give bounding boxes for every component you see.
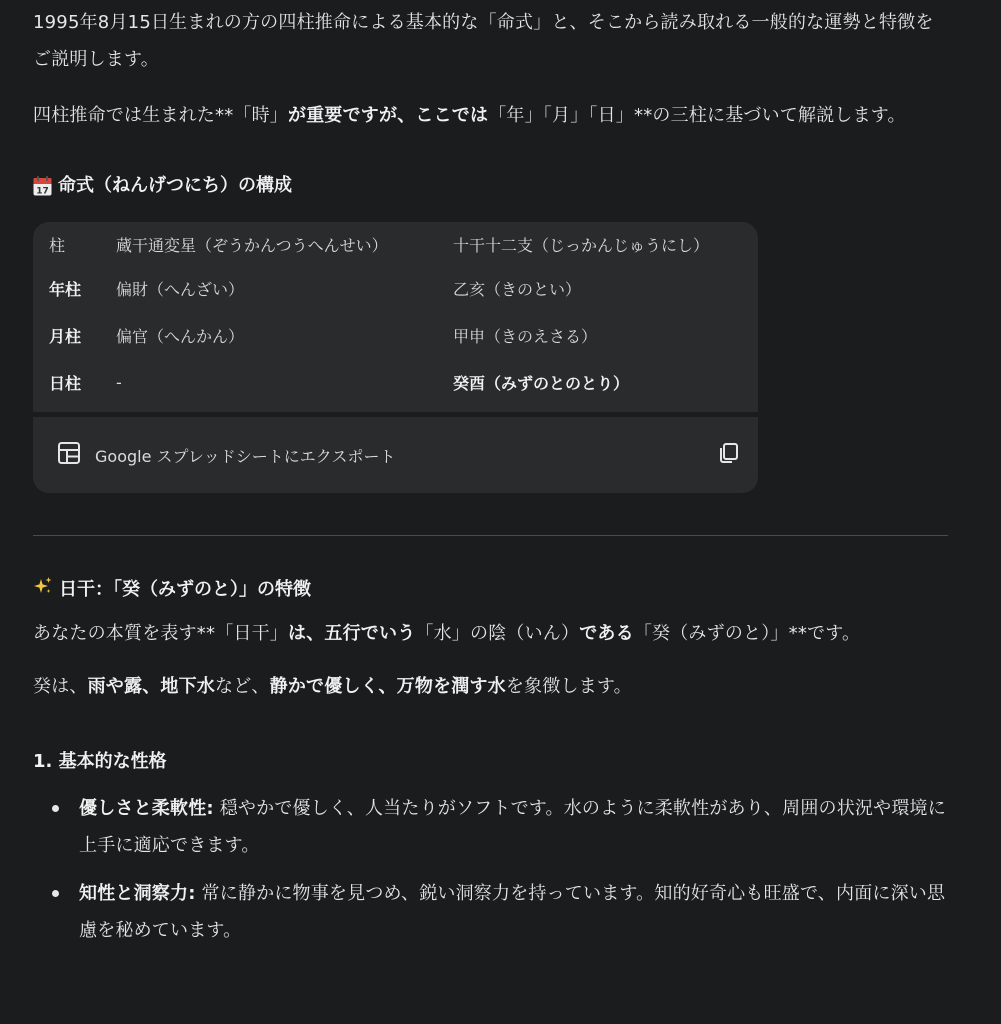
- bullet-icon: [52, 890, 59, 897]
- copy-icon[interactable]: [718, 442, 740, 468]
- text-span: 「癸（みずのと）」**です。: [633, 623, 861, 644]
- list-item: [33, 875, 951, 949]
- export-bar: [33, 417, 758, 493]
- text-span: あなたの本質を表す**「日干」: [33, 623, 288, 644]
- header-kanshi: 十干十二支（じっかんじゅうにし）: [453, 236, 710, 255]
- pillar-note-b: が重要ですが、ここでは: [288, 105, 489, 126]
- row-tsuhen: -: [116, 373, 122, 392]
- row-kanshi: 甲申（きのえさる）: [453, 327, 598, 346]
- day-paragraph-1: [33, 615, 951, 652]
- section-divider: [33, 535, 948, 536]
- intro-paragraph: [33, 0, 951, 78]
- sparkles-icon: [33, 576, 53, 604]
- bullet-icon: [52, 805, 59, 812]
- bold-span: 雨や露、地下水: [87, 676, 216, 697]
- export-to-sheets-button[interactable]: Google スプレッドシートにエクスポート: [95, 446, 396, 466]
- item-text: 常に静かに物事を見つめ、鋭い洞察力を持っています。知的好奇心も旺盛で、内面に深い思慮を秘めています。: [79, 883, 946, 941]
- text-span: 癸は、: [33, 676, 88, 697]
- text-span: を象徴します。: [505, 676, 632, 697]
- pillar-note-paragraph: [33, 97, 951, 134]
- row-pillar: 年柱: [49, 280, 82, 299]
- item-term: 知性と洞察力:: [79, 883, 196, 904]
- table-row: [33, 312, 758, 359]
- row-kanshi: 癸酉（みずのとのとり）: [453, 374, 630, 393]
- table-icon[interactable]: [57, 441, 81, 469]
- personality-title: 1. 基本的な性格: [33, 751, 167, 772]
- day-section-title: 日干：「癸（みずのと）」の特徴: [59, 579, 311, 600]
- row-pillar: 日柱: [49, 374, 82, 393]
- personality-list: [33, 790, 951, 949]
- day-paragraph-2: [33, 668, 951, 705]
- table-header-row: [33, 229, 758, 265]
- pillar-note-c: 「年」「月」「日」**の三柱に基づいて解説します。: [488, 105, 906, 126]
- item-term: 優しさと柔軟性:: [79, 798, 214, 819]
- chart-section-heading: [33, 173, 951, 199]
- row-tsuhen: 偏官（へんかん）: [116, 327, 245, 346]
- bold-span: は、五行でいう: [288, 623, 416, 644]
- svg-text:17: 17: [36, 186, 49, 196]
- bold-span: 静かで優しく、万物を潤す水: [269, 676, 506, 697]
- chart-section-title: 命式（ねんげつにち）の構成: [58, 175, 292, 196]
- text-span: など、: [215, 676, 270, 697]
- header-pillar: 柱: [49, 236, 66, 255]
- row-pillar: 月柱: [49, 327, 82, 346]
- pillar-note-a: 四柱推命では生まれた**「時」: [33, 105, 288, 126]
- row-kanshi: 乙亥（きのとい）: [453, 280, 582, 299]
- day-section-heading: [33, 576, 951, 604]
- text-span: 「水」の陰（いん）: [415, 623, 580, 644]
- bold-span: である: [579, 623, 634, 644]
- calendar-icon: [33, 176, 52, 196]
- header-tsuhen: 蔵干通変星（ぞうかんつうへんせい）: [116, 236, 388, 255]
- meishiki-table: [33, 222, 758, 412]
- personality-heading: [33, 749, 951, 775]
- list-item: [33, 790, 951, 864]
- item-text: 穏やかで優しく、人当たりがソフトです。水のように柔軟性があり、周囲の状況や環境に上手に適応できます。: [79, 798, 946, 856]
- row-tsuhen: 偏財（へんざい）: [116, 280, 245, 299]
- table-row: [33, 359, 758, 406]
- table-row: [33, 265, 758, 312]
- intro-text: 1995年8月15日生まれの方の四柱推命による基本的な「命式」と、そこから読み取れる一般的な運勢と特徴をご説明します。: [33, 12, 934, 70]
